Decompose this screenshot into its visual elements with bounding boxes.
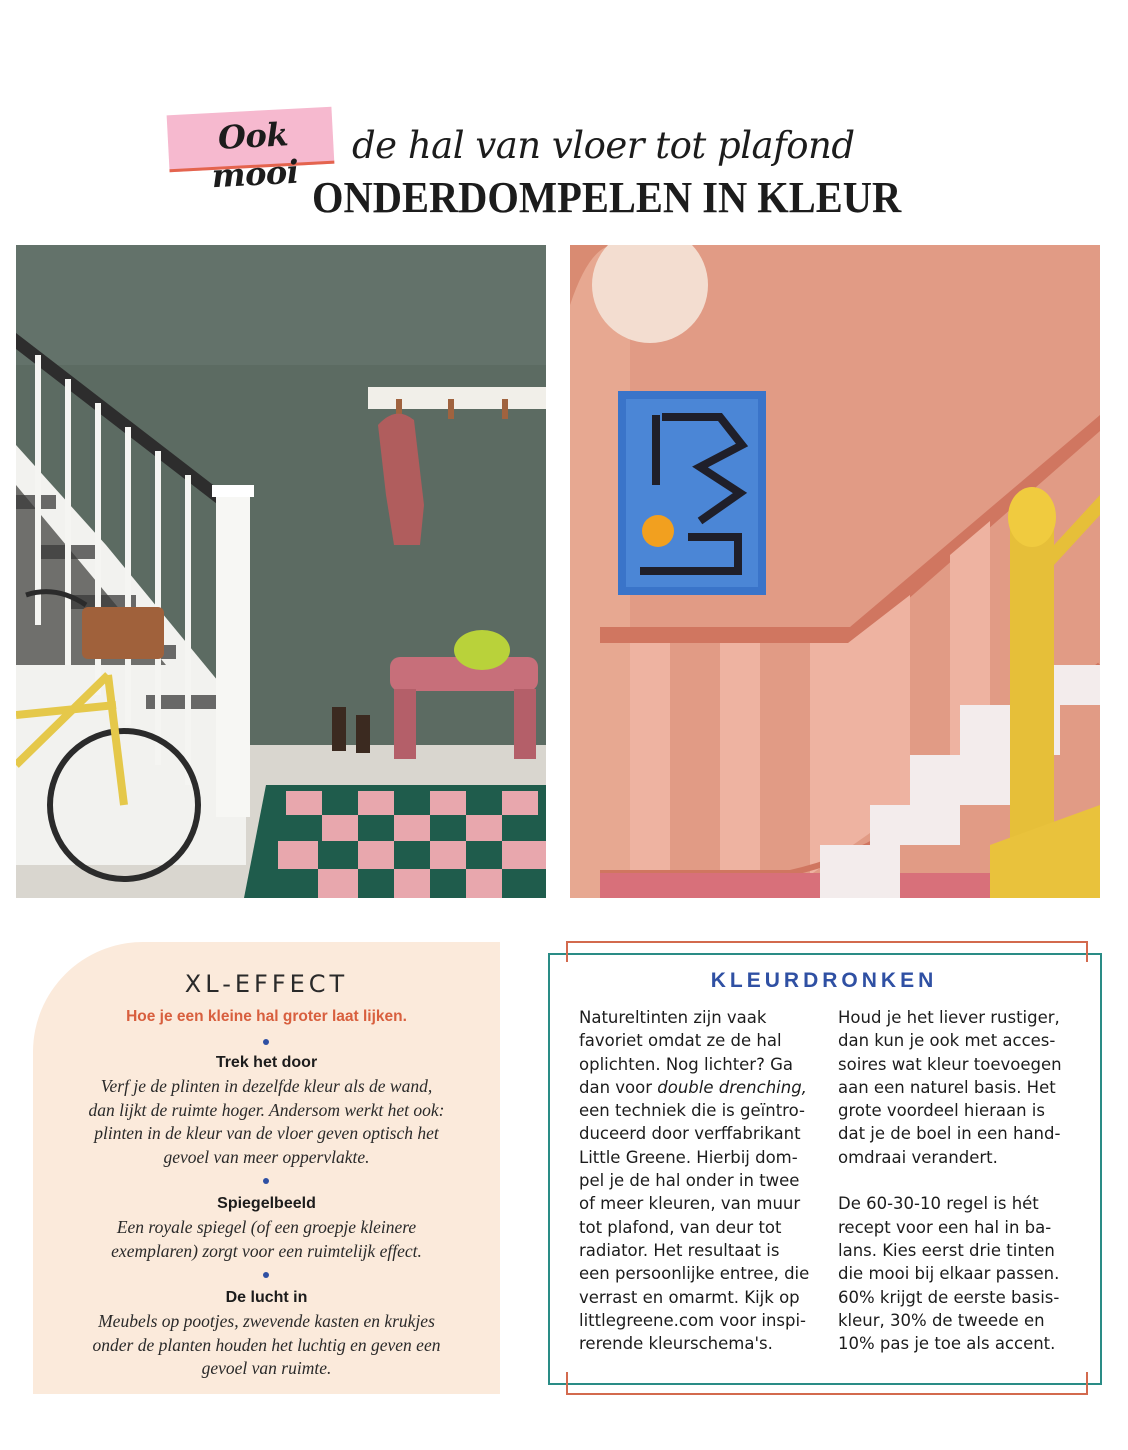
- kleurdronken-column-right: [838, 1006, 1073, 1355]
- article-subtitle: de hal van vloer tot plafond: [352, 124, 855, 167]
- section-heading: De lucht in: [225, 1289, 308, 1306]
- text-line: 60% krijgt de eerste basis-: [838, 1287, 1060, 1307]
- text-line: 10% pas je toe als accent.: [838, 1334, 1056, 1354]
- kleurdronken-column-left: [579, 1006, 814, 1355]
- pink-staircase-photo: [570, 245, 1100, 898]
- xl-effect-title: XL-EFFECT: [184, 970, 349, 998]
- text-line: kleur, 30% de tweede en: [838, 1310, 1045, 1330]
- text-line: grote voordeel hieraan is: [838, 1101, 1045, 1121]
- text-line: favoriet omdat ze de hal: [579, 1031, 782, 1051]
- bullet-dot: [263, 1039, 269, 1045]
- text-line: gevoel van meer oppervlakte.: [163, 1146, 370, 1167]
- text-line: Little Greene. Hierbij dom-: [579, 1147, 798, 1167]
- paragraph-gap: [838, 1169, 1073, 1192]
- text-line: soires wat kleur toevoegen: [838, 1054, 1062, 1074]
- text-line: dan kun je ook met acces-: [838, 1031, 1056, 1051]
- text-line: De 60-30-10 regel is hét: [838, 1194, 1039, 1214]
- text-line: Meubels op pootjes, zwevende kasten en krukjes: [98, 1311, 435, 1331]
- text-line: gevoel van ruimte.: [201, 1358, 332, 1378]
- tag-label: Ook mooi: [210, 115, 300, 196]
- bullet-dot: [263, 1272, 269, 1278]
- text-line: [579, 1076, 814, 1099]
- green-hallway-photo: [16, 245, 546, 898]
- text-line: Natureltinten zijn vaak: [579, 1008, 767, 1027]
- section-text: [51, 1310, 482, 1381]
- text-line: aan een naturel basis. Het: [838, 1077, 1056, 1097]
- xl-effect-lead: Hoe je een kleine hal groter laat lijken.: [126, 1008, 407, 1025]
- text-line: littlegreene.com voor inspi-: [579, 1310, 807, 1330]
- text-line: die mooi bij elkaar passen.: [838, 1264, 1060, 1284]
- text-line: pel je de hal onder in twee: [579, 1171, 800, 1191]
- text-line: dat je de boel in een hand-: [838, 1124, 1061, 1144]
- xl-effect-box: [33, 942, 500, 1394]
- text-line: onder de planten houden het luchtig en geven een: [92, 1334, 441, 1355]
- emphasis-text: double drenching,: [657, 1077, 807, 1097]
- text-line: duceerd door verffabrikant: [579, 1124, 801, 1144]
- text-line: rerende kleurschema's.: [579, 1334, 773, 1354]
- text-line: exemplaren) zorgt voor een ruimtelijk effect.: [111, 1240, 422, 1261]
- section-heading: Spiegelbeeld: [217, 1195, 316, 1212]
- section-text: [51, 1216, 482, 1263]
- text-line: radiator. Het resultaat is: [579, 1240, 780, 1260]
- text-line: lans. Kies eerst drie tinten: [838, 1240, 1055, 1260]
- text-line: oplichten. Nog lichter? Ga: [579, 1054, 793, 1074]
- section-heading: Trek het door: [215, 1054, 318, 1071]
- text-line: verrast en omarmt. Kijk op: [579, 1287, 800, 1307]
- text-line: plinten in de kleur van de vloer geven optisch het: [94, 1123, 439, 1143]
- text-line: omdraai verandert.: [838, 1147, 998, 1167]
- text-line: Verf je de plinten in dezelfde kleur als de wand,: [100, 1076, 433, 1096]
- text-line: Een royale spiegel (of een groepje kleinere: [116, 1217, 417, 1237]
- text-line: Houd je het liever rustiger,: [838, 1008, 1060, 1027]
- kleurdronken-title: KLEURDRONKEN: [710, 969, 938, 992]
- article-title: ONDERDOMPELEN IN KLEUR: [312, 173, 902, 222]
- text-line: een persoonlijke entree, die: [579, 1264, 810, 1284]
- text-line: recept voor een hal in ba-: [838, 1217, 1052, 1237]
- text-span: dan voor: [579, 1077, 658, 1097]
- text-line: tot plafond, van deur tot: [579, 1217, 782, 1237]
- text-line: een techniek die is geïntro-: [579, 1101, 805, 1121]
- text-line: dan lijkt de ruimte hoger. Andersom werkt het ook:: [88, 1099, 445, 1120]
- bullet-dot: [263, 1178, 269, 1184]
- text-line: of meer kleuren, van muur: [579, 1194, 801, 1214]
- section-text: [51, 1075, 482, 1169]
